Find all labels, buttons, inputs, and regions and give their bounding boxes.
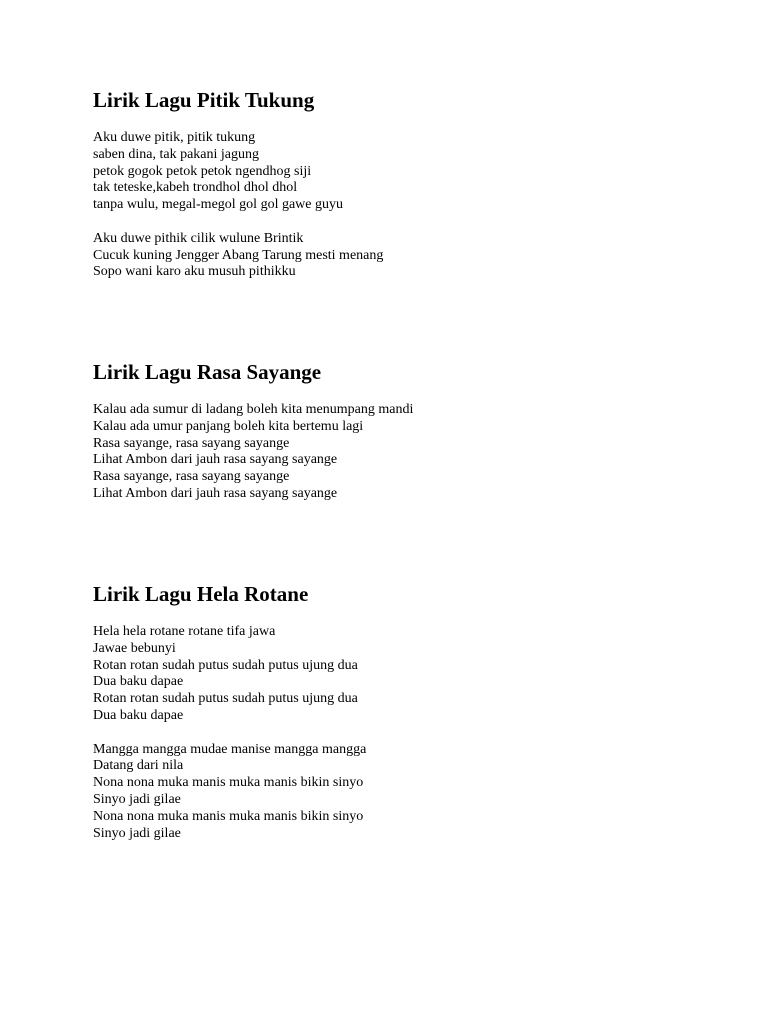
lyric-line: Rasa sayange, rasa sayang sayange bbox=[93, 435, 290, 451]
song-section-pitik-tukung bbox=[93, 87, 733, 281]
stanza bbox=[93, 231, 733, 281]
lyric-line: Nona nona muka manis muka manis bikin sinyo bbox=[93, 775, 364, 791]
lyric-line: Rotan rotan sudah putus sudah putus ujung dua bbox=[93, 691, 358, 707]
stanza bbox=[93, 624, 733, 725]
lyric-line: Sopo wani karo aku musuh pithikku bbox=[93, 264, 296, 280]
song-title: Lirik Lagu Rasa Sayange bbox=[93, 360, 322, 384]
lyric-line: saben dina, tak pakani jagung bbox=[93, 146, 260, 162]
lyric-line: Rotan rotan sudah putus sudah putus ujung dua bbox=[93, 657, 358, 673]
lyric-line: Kalau ada umur panjang boleh kita bertemu lagi bbox=[93, 418, 364, 434]
stanza bbox=[93, 130, 733, 214]
lyric-line: Nona nona muka manis muka manis bikin sinyo bbox=[93, 808, 364, 824]
lyric-line: petok gogok petok petok ngendhog siji bbox=[93, 163, 312, 179]
lyric-line: Jawae bebunyi bbox=[93, 640, 176, 656]
stanza bbox=[93, 742, 733, 843]
lyric-line: Dua baku dapae bbox=[93, 674, 184, 690]
lyric-line: Rasa sayange, rasa sayang sayange bbox=[93, 469, 290, 485]
lyric-line: tak teteske,kabeh trondhol dhol dhol bbox=[93, 180, 298, 196]
stanza bbox=[93, 402, 733, 503]
lyric-line: Sinyo jadi gilae bbox=[93, 825, 181, 841]
song-title: Lirik Lagu Pitik Tukung bbox=[93, 88, 315, 112]
lyric-line: tanpa wulu, megal-megol gol gol gawe guyu bbox=[93, 197, 343, 213]
lyric-line: Cucuk kuning Jengger Abang Tarung mesti menang bbox=[93, 247, 384, 263]
lyric-line: Dua baku dapae bbox=[93, 707, 184, 723]
lyric-line: Aku duwe pitik, pitik tukung bbox=[93, 130, 256, 145]
lyric-line: Lihat Ambon dari jauh rasa sayang sayange bbox=[93, 485, 338, 501]
lyric-line: Sinyo jadi gilae bbox=[93, 791, 181, 807]
lyric-line: Lihat Ambon dari jauh rasa sayang sayange bbox=[93, 452, 338, 468]
lyric-line: Hela hela rotane rotane tifa jawa bbox=[93, 624, 276, 639]
song-section-hela-rotane bbox=[93, 581, 733, 842]
song-title: Lirik Lagu Hela Rotane bbox=[93, 582, 309, 606]
song-section-rasa-sayange bbox=[93, 359, 733, 503]
lyric-line: Aku duwe pithik cilik wulune Brintik bbox=[93, 230, 304, 246]
lyric-line: Kalau ada sumur di ladang boleh kita menumpang mandi bbox=[93, 402, 414, 417]
lyric-line: Mangga mangga mudae manise mangga mangga bbox=[93, 741, 367, 757]
lyric-line: Datang dari nila bbox=[93, 758, 184, 774]
